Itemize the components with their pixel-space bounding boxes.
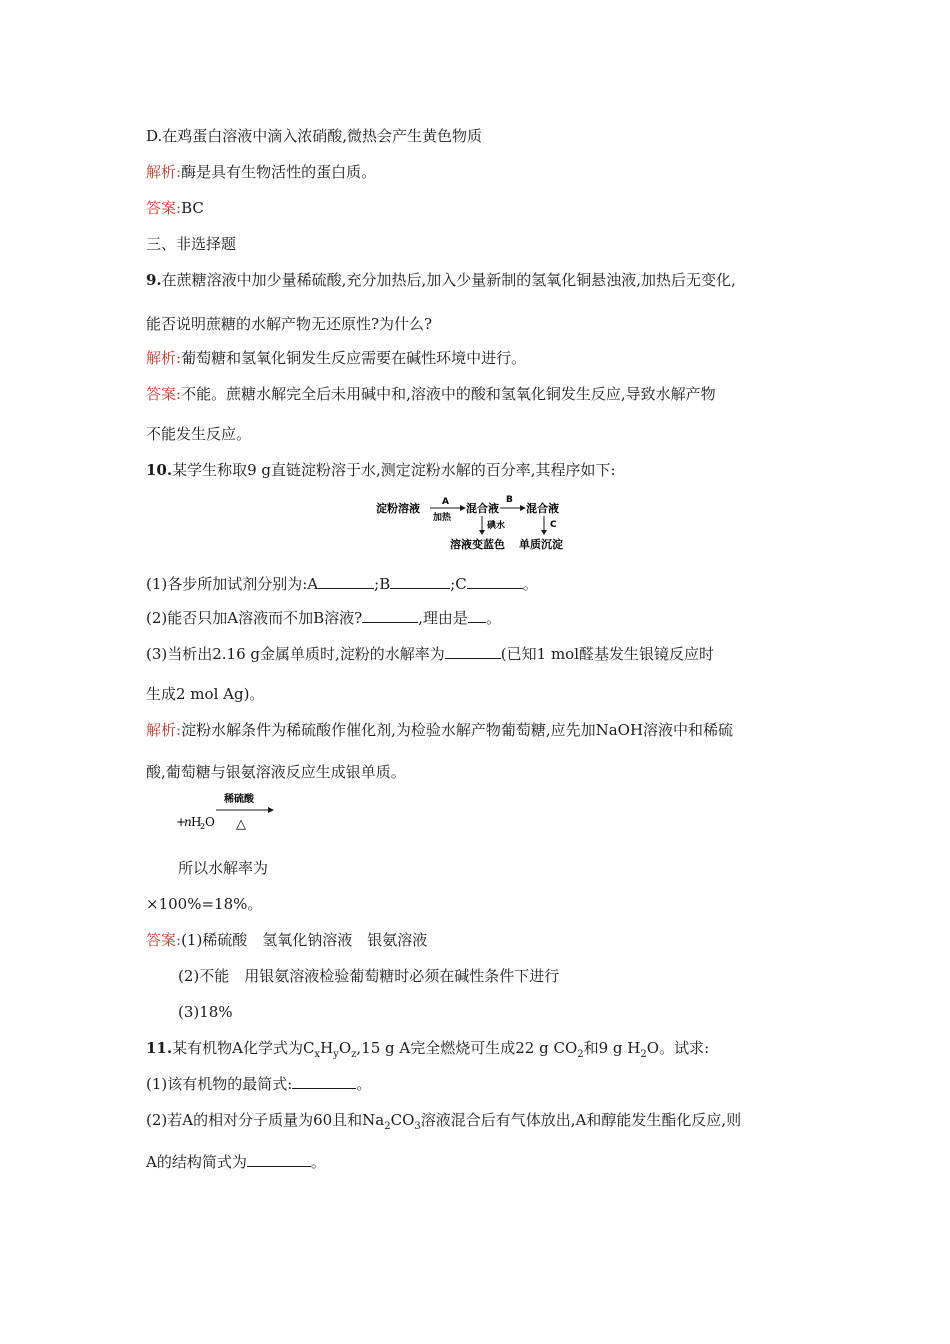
rate-text: 所以水解率为 bbox=[178, 859, 269, 877]
answer-label: 答案: bbox=[146, 931, 182, 949]
answer-text: 不能。蔗糖水解完全后未用碱中和,溶液中的酸和氢氧化铜发生反应,导致水解产物 bbox=[181, 385, 716, 403]
mixture-label-2: 混合液 bbox=[526, 502, 559, 515]
answer-blank-rate[interactable] bbox=[445, 644, 501, 659]
heat-label: 加热 bbox=[433, 513, 452, 523]
hydrolysis-reaction bbox=[176, 792, 296, 832]
question-9 bbox=[146, 270, 736, 290]
question-number: 9. bbox=[146, 271, 162, 289]
plus-sign: + bbox=[176, 815, 187, 829]
answer-blank-a[interactable] bbox=[318, 574, 374, 589]
answer-9-cont: 不能发生反应。 bbox=[146, 425, 252, 443]
analysis-10-cont: 酸,葡萄糖与银氨溶液反应生成银单质。 bbox=[146, 763, 406, 781]
part2-text-c: 。 bbox=[485, 609, 501, 627]
answer-label: 答案: bbox=[146, 385, 182, 403]
question-10-part2 bbox=[146, 608, 501, 628]
answer-10-part2: (2)不能 用银氨溶液检验葡萄糖时必须在碱性条件下进行 bbox=[178, 967, 560, 985]
mixture-label-1: 混合液 bbox=[466, 502, 499, 515]
result-blue-label: 溶液变蓝色 bbox=[450, 538, 505, 551]
question-10-part3 bbox=[146, 644, 714, 664]
analysis-text: 酶是具有生物活性的蛋白质。 bbox=[181, 163, 377, 181]
answer-blank-formula[interactable] bbox=[292, 1074, 356, 1089]
analysis-label: 解析: bbox=[146, 349, 182, 367]
question-text: 某学生称取9 g直链淀粉溶于水,测定淀粉水解的百分率,其程序如下: bbox=[172, 461, 616, 479]
water-h: H bbox=[191, 815, 202, 829]
question-number: 11. bbox=[146, 1039, 173, 1057]
part1-text-c: ;C bbox=[450, 575, 467, 593]
question-10-part1 bbox=[146, 574, 538, 594]
question-text-d: O。试求: bbox=[646, 1039, 710, 1057]
answer-8 bbox=[146, 198, 204, 218]
reagent-b-label: B bbox=[506, 495, 513, 505]
answer-text: (1)稀硫酸 氢氧化钠溶液 银氨溶液 bbox=[181, 931, 428, 949]
answer-blank-b[interactable] bbox=[390, 574, 450, 589]
arrow-c-head bbox=[541, 530, 547, 535]
analysis-10 bbox=[146, 720, 733, 740]
answer-blank-part2[interactable] bbox=[362, 608, 418, 623]
part1-text: (1)该有机物的最简式: bbox=[146, 1075, 293, 1093]
question-11-part2-cont bbox=[146, 1152, 326, 1172]
rate-result: ×100%=18%。 bbox=[146, 895, 263, 913]
analysis-label: 解析: bbox=[146, 721, 182, 739]
question-number: 10. bbox=[146, 461, 173, 479]
answer-10 bbox=[146, 930, 427, 950]
answer-text: BC bbox=[181, 199, 204, 217]
question-11-part2: (2)若A的相对分子质量为60且和$Na_2CO_3$溶液混合后有气体放出,A和醇能发生酯化反应,则 bbox=[146, 1111, 742, 1132]
analysis-label: 解析: bbox=[146, 163, 182, 181]
heat-triangle: △ bbox=[236, 817, 246, 832]
reagent-c-label: C bbox=[550, 520, 557, 530]
question-11: 11.某有机物A化学式为$C_xH_yO_z,15$ g A完全燃烧可生成22 g $CO_2$和9 g $H_2O$。试求: bbox=[146, 1039, 710, 1060]
starch-solution-label: 淀粉溶液 bbox=[376, 502, 420, 515]
question-text-c: 和9 g H bbox=[583, 1039, 641, 1057]
answer-10-part3: (3)18% bbox=[178, 1003, 233, 1021]
part2-text-c: 溶液混合后有气体放出,A和醇能发生酯化反应,则 bbox=[420, 1111, 742, 1129]
answer-label: 答案: bbox=[146, 199, 182, 217]
part2-text-b: ,理由是 bbox=[418, 609, 468, 627]
procedure-diagram bbox=[376, 494, 576, 556]
option-d: D.在鸡蛋白溶液中滴入浓硝酸,微热会产生黄色物质 bbox=[146, 127, 483, 145]
part2-text-e: 。 bbox=[310, 1153, 326, 1171]
water-subscript: 2 bbox=[200, 822, 206, 831]
question-text: 在蔗糖溶液中加少量稀硫酸,充分加热后,加入少量新制的氢氧化铜悬浊液,加热后无变化, bbox=[161, 271, 736, 289]
part3-text: (3)当析出2.16 g金属单质时,淀粉的水解率为 bbox=[146, 645, 445, 663]
result-precipitate-label: 单质沉淀 bbox=[519, 538, 563, 551]
part2-text-d: A的结构简式为 bbox=[146, 1153, 247, 1171]
part3-text-b: (已知1 mol醛基发生银镜反应时 bbox=[500, 645, 715, 663]
question-11-part1 bbox=[146, 1074, 371, 1094]
answer-blank-c[interactable] bbox=[467, 574, 523, 589]
part1-text-b: ;B bbox=[374, 575, 391, 593]
question-text: 某有机物A化学式为C bbox=[172, 1039, 315, 1057]
answer-blank-structure[interactable] bbox=[247, 1152, 311, 1167]
analysis-8 bbox=[146, 162, 376, 182]
part2-text-b: CO bbox=[390, 1111, 415, 1129]
part1-text-d: 。 bbox=[522, 575, 538, 593]
answer-9 bbox=[146, 384, 716, 404]
question-10-part3-cont: 生成2 mol Ag)。 bbox=[146, 685, 265, 703]
question-9-cont: 能否说明蔗糖的水解产物无还原性?为什么? bbox=[146, 315, 433, 333]
answer-blank-reason[interactable] bbox=[468, 608, 486, 623]
question-10 bbox=[146, 460, 616, 480]
coefficient-n: n bbox=[184, 815, 192, 829]
reaction-arrow-head bbox=[268, 807, 274, 813]
reagent-label: 稀硫酸 bbox=[224, 794, 254, 805]
reagent-a-label: A bbox=[442, 497, 449, 507]
part2-text: (2)能否只加A溶液而不加B溶液? bbox=[146, 609, 363, 627]
analysis-9 bbox=[146, 348, 526, 368]
water-o: O bbox=[205, 815, 215, 829]
question-text-b: 15 g A完全燃烧可生成22 g CO bbox=[361, 1039, 578, 1057]
analysis-text: 淀粉水解条件为稀硫酸作催化剂,为检验水解产物葡萄糖,应先加NaOH溶液中和稀硫 bbox=[181, 721, 734, 739]
analysis-text: 葡萄糖和氢氧化铜发生反应需要在碱性环境中进行。 bbox=[181, 349, 527, 367]
part1-text: (1)各步所加试剂分别为:A bbox=[146, 575, 319, 593]
part2-text: (2)若A的相对分子质量为60且和Na bbox=[146, 1111, 385, 1129]
arrow-iodine-head bbox=[479, 530, 485, 535]
iodine-label: 碘水 bbox=[487, 521, 506, 531]
section-heading: 三、非选择题 bbox=[146, 235, 237, 253]
part1-text-b: 。 bbox=[356, 1075, 372, 1093]
